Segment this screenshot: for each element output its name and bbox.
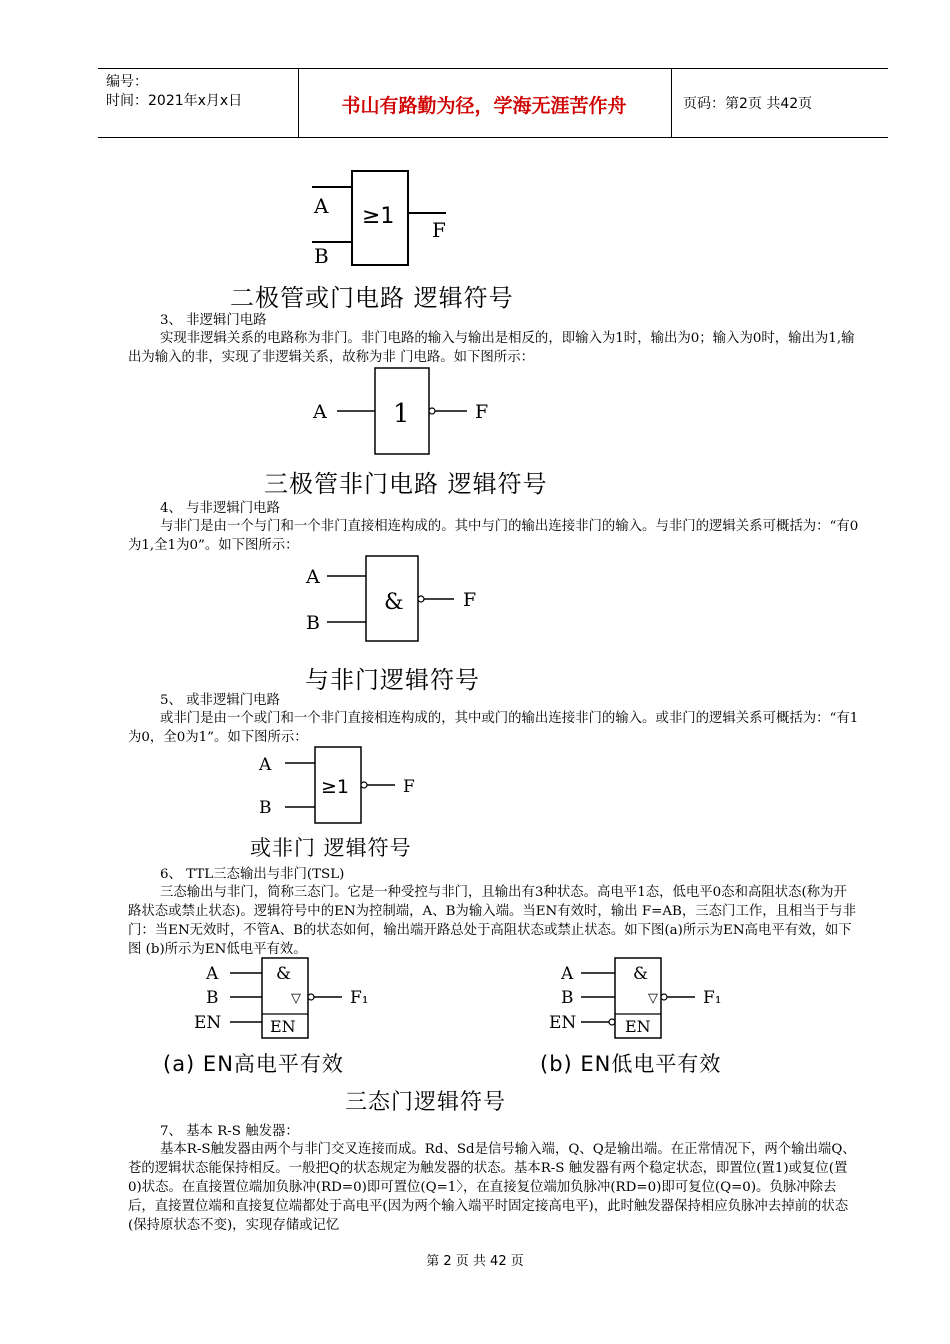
nor-input-b-label: B (259, 798, 272, 818)
not-gate-symbol: 1 (393, 399, 410, 429)
tsl-b-input-b-label: B (561, 988, 574, 1008)
header-meta (106, 73, 242, 111)
section-5-title: 5、 或非逻辑门电路 (160, 693, 280, 708)
nand-input-a-label: A (306, 566, 320, 588)
tsl-b-diagram (545, 956, 745, 1041)
tsl-a-output-label: F₁ (350, 988, 369, 1008)
header-page-info: 页码：第2页 共42页 (683, 96, 813, 112)
section-5-text: 或非门是由一个或门和一个非门直接相连构成的，其中或门的输出连接非门的输入。或非门的逻辑关系可概括为：“有1为0，全0为1”。如下图所示： (128, 711, 859, 745)
header-divider (671, 69, 672, 137)
section-7-title: 7、 基本 R-S 触发器： (160, 1124, 299, 1139)
nor-gate-caption: 或非门 逻辑符号 (250, 836, 412, 860)
or-output-label: F (432, 218, 446, 242)
tsl-b-tristate-symbol: ▽ (648, 991, 658, 1006)
not-gate-caption: 三极管非门电路 逻辑符号 (264, 470, 548, 498)
section-7-text: 基本R-S触发器由两个与非门交叉连接而成。Rd、Sd是信号输入端，Q、Q是输出端。在正常情况下，两个输出端Q、苍的逻辑状态能保持相反。一般把Q的状态规定为触发器的状态。基本R-S 触发器有两个稳定状态，即置位(置1)或复位(置0)状态。在直接置位端加负脉冲(RD=0)即可置位(Q=1〉，在直接复位端加负脉冲(RD=0)即可复位(Q=0)。负脉冲除去后，直接置位端和直接复位端都处于高电平(因为两个输入端平时固定接高电平)，此时触发器保持相应负脉冲去掉前的状态(保持原状态不变)，实现存储或记忆 (128, 1142, 856, 1233)
nor-input-a-label: A (259, 755, 272, 775)
header-divider (298, 69, 299, 137)
tsl-a-gate-symbol: & (276, 964, 292, 984)
not-gate-diagram (305, 366, 505, 461)
nor-output-label: F (403, 777, 415, 797)
nand-gate-caption: 与非门逻辑符号 (305, 666, 480, 694)
tsl-a-input-a-label: A (206, 964, 219, 984)
tsl-b-caption: (b) EN低电平有效 (540, 1052, 722, 1076)
nor-gate-diagram (255, 745, 435, 825)
tsl-a-diagram (190, 956, 390, 1041)
section-4-text: 与非门是由一个与门和一个非门直接相连构成的。其中与门的输出连接非门的输入。与非门的逻辑关系可概括为：“有0为1,全1为0”。如下图所示： (128, 519, 859, 553)
section-6-text: 三态输出与非门，简称三态门。它是一种受控与非门，且输出有3种状态。高电平1态，低电平0态和高阻状态(称为开路状态或禁止状态)。逻辑符号中的EN为控制端，A、B为输入端。当EN有效时，输出 F=AB，三态门工作，且相当于与非门：当EN无效时，不管A、B的状态如何，输出端开路总处于高阻状态或禁止状态。如下图(a)所示为EN高电平有效，如下图 (b)所示为EN低电平有效。 (128, 885, 856, 957)
tsl-b-output-label: F₁ (703, 988, 722, 1008)
tsl-b-input-en-label: EN (549, 1013, 577, 1033)
not-input-a-label: A (313, 401, 327, 423)
tsl-a-caption: (a) EN高电平有效 (163, 1052, 344, 1076)
nand-input-b-label: B (306, 612, 320, 634)
nand-gate-diagram (300, 552, 500, 644)
header-motto: 书山有路勤为径，学海无涯苦作舟 (341, 95, 627, 117)
section-4-title: 4、 与非逻辑门电路 (160, 501, 280, 516)
tsl-a-input-b-label: B (206, 988, 219, 1008)
time-label: 时间：2021年x月x日 (106, 93, 243, 109)
tsl-b-input-a-label: A (561, 964, 574, 984)
tsl-a-tristate-symbol: ▽ (291, 991, 301, 1006)
section-3-title: 3、 非逻辑门电路 (160, 313, 267, 328)
tsl-b-en-box-label: EN (625, 1017, 651, 1036)
number-label: 编号： (106, 74, 148, 90)
page-header (98, 68, 888, 138)
tsl-a-input-en-label: EN (194, 1013, 222, 1033)
or-gate-diagram (300, 165, 480, 270)
tsl-caption: 三态门逻辑符号 (345, 1090, 507, 1115)
nand-output-label: F (463, 589, 477, 611)
tsl-a-en-box-label: EN (270, 1017, 296, 1036)
section-3-text: 实现非逻辑关系的电路称为非门。非门电路的输入与输出是相反的，即输入为1时，输出为0；输入为0时，输出为1,输出为输入的非，实现了非逻辑关系，故称为非 门电路。如下图所示： (128, 331, 855, 365)
section-6-title: 6、 TTL三态输出与非门(TSL) (160, 867, 345, 882)
or-input-b-label: B (314, 244, 329, 268)
nor-gate-symbol: ≥1 (321, 776, 350, 798)
not-output-label: F (475, 401, 489, 423)
or-gate-caption: 二极管或门电路 逻辑符号 (230, 284, 514, 312)
nand-gate-symbol: & (384, 590, 404, 615)
page-footer: 第 2 页 共 42 页 (426, 1254, 524, 1269)
or-input-a-label: A (314, 194, 329, 218)
or-gate-symbol: ≥1 (362, 204, 395, 229)
tsl-b-gate-symbol: & (633, 964, 649, 984)
